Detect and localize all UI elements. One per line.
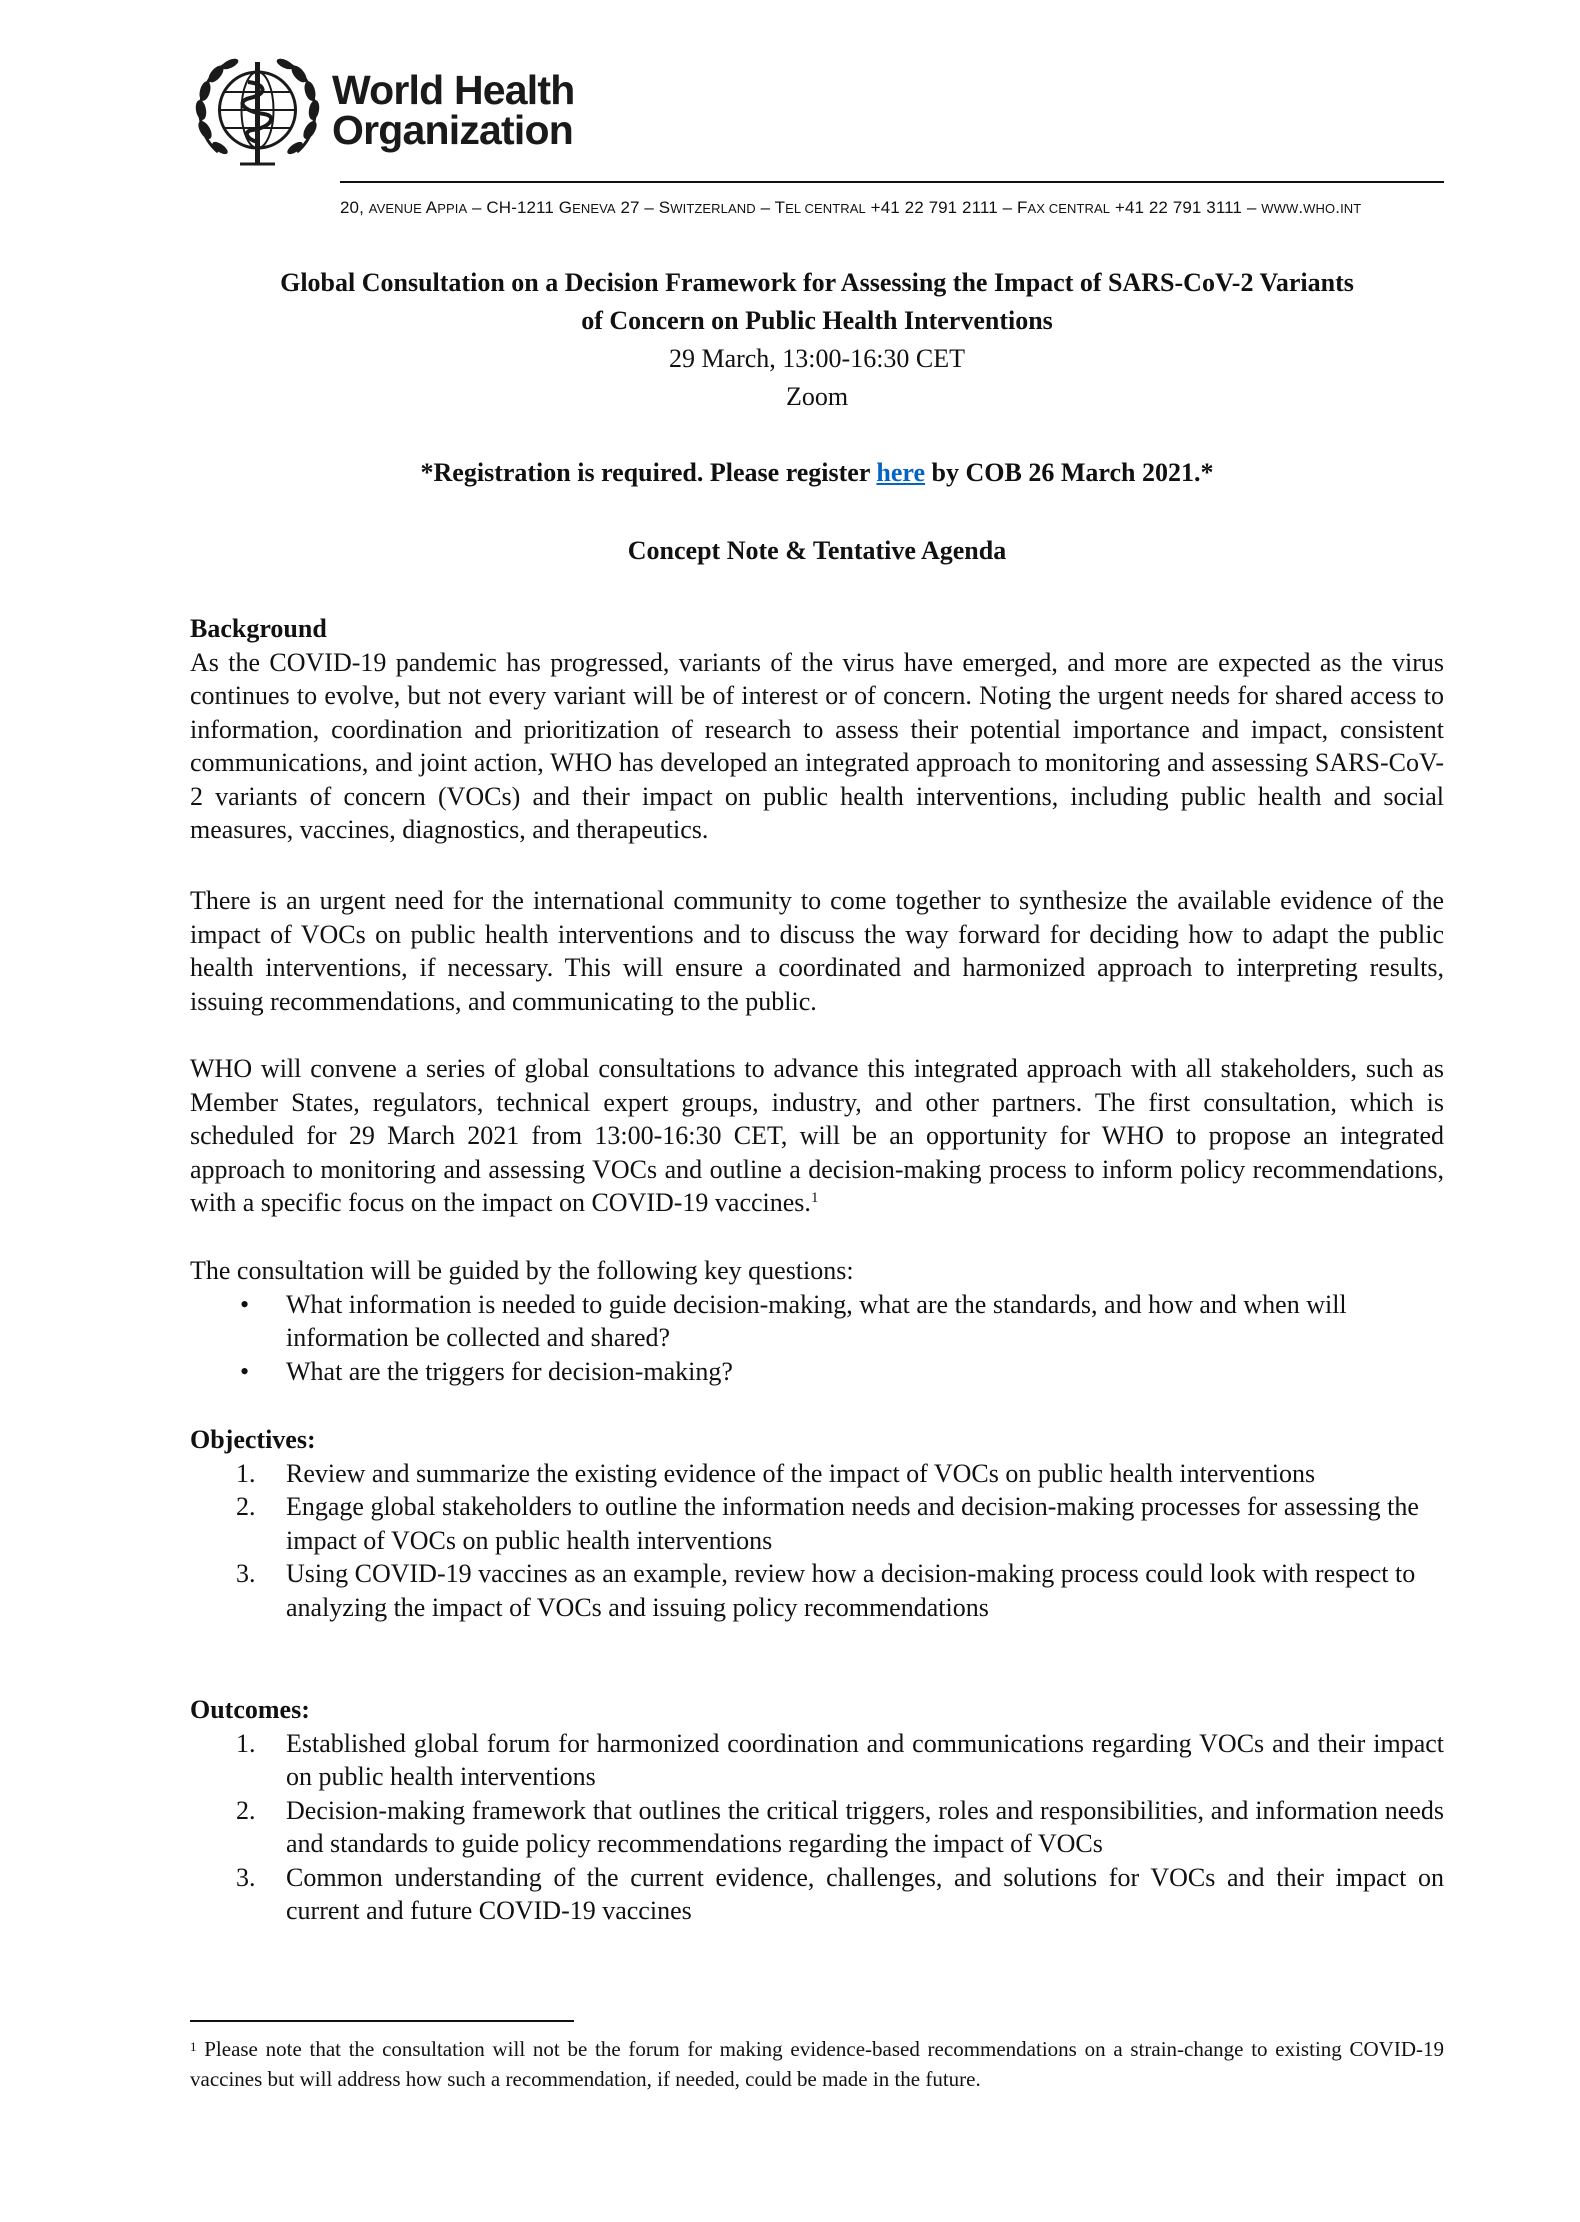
- key-questions-intro: The consultation will be guided by the following key questions:: [190, 1256, 854, 1285]
- objectives-heading: Objectives:: [190, 1425, 316, 1454]
- register-link[interactable]: here: [876, 458, 926, 487]
- footnote-number: 1: [190, 2039, 197, 2054]
- list-item: [190, 1794, 1444, 1861]
- item-number: 1.: [236, 1458, 256, 1488]
- background-paragraph-1: As the COVID-19 pandemic has progressed, variants of the virus have emerged, and more are expected as the virus continues to evolve, but not every variant will be of interest or of concern. Noting the urgent needs for shared access to information, coordination and prioritization of research to assess their potential importance and impact, consistent communications, and joint action, WHO has developed an integrated approach to monitoring and assessing SARS-CoV-2 variants of concern (VOCs) and their impact on public health interventions, including public health and social measures, vaccines, diagnostics, and therapeutics.: [190, 647, 1444, 844]
- org-name-line1: World Health: [332, 67, 575, 113]
- who-emblem-icon: [190, 52, 325, 172]
- objectives-section: [190, 1423, 1444, 1624]
- item-text: Using COVID-19 vaccines as an example, review how a decision-making process could look with respect to analyzing the impact of VOCs and issuing policy recommendations: [286, 1559, 1416, 1622]
- title-line1: Global Consultation on a Decision Framework for Assessing the Impact of SARS-CoV-2 Variants: [280, 268, 1354, 297]
- footnote-reference[interactable]: 1: [810, 1190, 819, 1206]
- item-text: Common understanding of the current evidence, challenges, and solutions for VOCs and their impact on current and future COVID-19 vaccines: [286, 1862, 1444, 1925]
- list-item: [190, 1490, 1444, 1557]
- list-item: • What information is needed to guide decision-making, what are the standards, and how and when will information be collected and shared?: [190, 1288, 1444, 1355]
- background-section: [190, 612, 1444, 847]
- list-item: [190, 1861, 1444, 1928]
- paragraph-3-text: WHO will convene a series of global consultations to advance this integrated approach with all stakeholders, such as Member States, regulators, technical expert groups, industry, and other partners. The first consultation, which is scheduled for 29 March 2021 from 13:00-16:30 CET, will be an opportunity for WHO to propose an integrated approach to monitoring and assessing VOCs and outline a decision-making process to inform policy recommendations, with a specific focus on the impact on COVID-19 vaccines.: [190, 1054, 1444, 1217]
- item-text: Engage global stakeholders to outline the information needs and decision-making processes for assessing the impact of VOCs on public health interventions: [286, 1492, 1419, 1555]
- event-date: 29 March, 13:00-16:30 CET: [668, 344, 966, 373]
- background-paragraph-3: [190, 1052, 1444, 1220]
- who-logo: [190, 52, 610, 172]
- item-number: 3.: [236, 1559, 256, 1588]
- item-number: 2.: [236, 1795, 256, 1825]
- list-item: [190, 1457, 1444, 1491]
- item-text: Established global forum for harmonized coordination and communications regarding VOCs and their impact on public health interventions: [286, 1728, 1444, 1791]
- item-text: Review and summarize the existing evidence of the impact of VOCs on public health interventions: [286, 1458, 1316, 1488]
- objectives-list: [190, 1457, 1444, 1625]
- outcomes-list: [190, 1727, 1444, 1928]
- registration-text-before: *Registration is required. Please register: [420, 458, 877, 487]
- outcomes-section: [190, 1693, 1444, 1928]
- footnote-divider: [190, 2020, 574, 2022]
- title-line2: of Concern on Public Health Interventions: [581, 306, 1053, 335]
- list-item: [190, 1727, 1444, 1794]
- registration-text-after: by COB 26 March 2021.*: [925, 458, 1214, 487]
- concept-heading: Concept Note & Tentative Agenda: [627, 536, 1007, 565]
- outcomes-heading: Outcomes:: [190, 1695, 310, 1724]
- key-questions-list: [190, 1288, 1444, 1389]
- footnote: [190, 2034, 1444, 2094]
- item-number: 3.: [236, 1862, 256, 1892]
- event-venue: Zoom: [785, 382, 849, 411]
- list-item: • What are the triggers for decision-making?: [190, 1355, 1444, 1389]
- item-number: 2.: [236, 1492, 256, 1521]
- organization-name: [332, 67, 575, 153]
- list-item: [190, 1557, 1444, 1624]
- item-text: Decision-making framework that outlines the critical triggers, roles and responsibilities, and information needs and standards to guide policy recommendations regarding the impact of VOCs: [286, 1795, 1444, 1858]
- background-heading: Background: [190, 614, 327, 643]
- page-title: [190, 264, 1444, 416]
- registration-notice: [190, 458, 1444, 488]
- item-number: 1.: [236, 1728, 256, 1758]
- org-name-line2: Organization: [332, 107, 573, 153]
- address-line: 20, AVENUE APPIA – CH-1211 GENEVA 27 – SWITZERLAND – TEL CENTRAL +41 22 791 2111 – FAX CENTRAL +41 22 791 3111 – WWW.WHO.INT: [340, 198, 1362, 217]
- key-questions-block: [190, 1254, 1444, 1388]
- header-divider: [340, 181, 1444, 183]
- background-paragraph-2: There is an urgent need for the international community to come together to synthesize the available evidence of the impact of VOCs on public health interventions and to discuss the way forward for deciding how to adapt the public health interventions, if necessary. This will ensure a coordinated and harmonized approach to interpreting results, issuing recommendations, and communicating to the public.: [190, 886, 1444, 1016]
- footnote-text: Please note that the consultation will not be the forum for making evidence-based recommendations on a strain-change to existing COVID-19 vaccines but will address how such a recommendation, if needed, could be made in the future.: [190, 2037, 1444, 2091]
